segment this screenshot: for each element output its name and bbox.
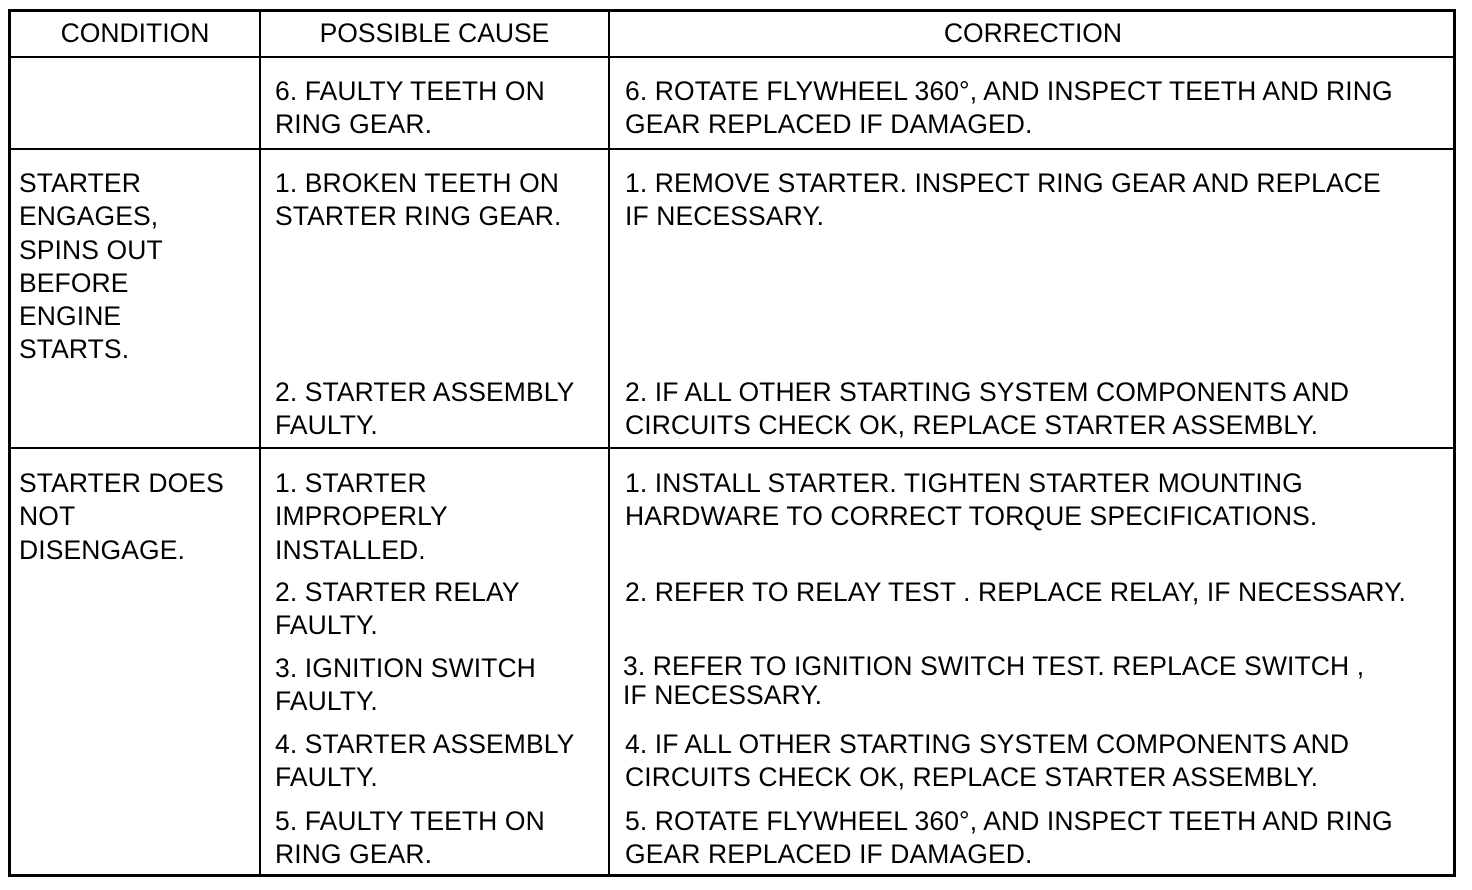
row-divider xyxy=(11,148,1453,150)
correction-cell: 1. INSTALL STARTER. TIGHTEN STARTER MOUNTING HARDWARE TO CORRECT TORQUE SPECIFICATIONS. xyxy=(625,468,1318,532)
possible-cause-cell: 2. STARTER ASSEMBLY FAULTY. xyxy=(275,377,575,441)
possible-cause-cell: 1. STARTER IMPROPERLY INSTALLED. xyxy=(275,468,448,565)
row-divider xyxy=(11,447,1453,449)
condition-cell: STARTER DOES NOT DISENGAGE. xyxy=(19,468,224,565)
possible-cause-cell: 5. FAULTY TEETH ON RING GEAR. xyxy=(275,806,545,870)
condition-cell: STARTER ENGAGES, SPINS OUT BEFORE ENGINE STARTS. xyxy=(19,168,163,365)
correction-cell: 3. REFER TO IGNITION SWITCH TEST. REPLACE SWITCH , IF NECESSARY. xyxy=(623,651,1365,710)
header-divider xyxy=(11,56,1453,58)
possible-cause-cell: 1. BROKEN TEETH ON STARTER RING GEAR. xyxy=(275,168,562,232)
correction-cell: 4. IF ALL OTHER STARTING SYSTEM COMPONENTS AND CIRCUITS CHECK OK, REPLACE STARTER ASSEMBLY. xyxy=(625,729,1350,793)
correction-cell: 2. IF ALL OTHER STARTING SYSTEM COMPONENTS AND CIRCUITS CHECK OK, REPLACE STARTER ASSEMBLY. xyxy=(625,377,1350,441)
possible-cause-cell: 2. STARTER RELAY FAULTY. xyxy=(275,577,520,641)
column-divider xyxy=(259,12,261,874)
possible-cause-cell: 4. STARTER ASSEMBLY FAULTY. xyxy=(275,729,575,793)
column-divider xyxy=(608,12,610,874)
header-possible-cause: POSSIBLE CAUSE xyxy=(319,18,550,48)
correction-cell: 6. ROTATE FLYWHEEL 360°, AND INSPECT TEETH AND RING GEAR REPLACED IF DAMAGED. xyxy=(625,76,1393,140)
possible-cause-cell: 3. IGNITION SWITCH FAULTY. xyxy=(275,653,536,717)
correction-cell: 5. ROTATE FLYWHEEL 360°, AND INSPECT TEETH AND RING GEAR REPLACED IF DAMAGED. xyxy=(625,806,1393,870)
header-condition: CONDITION xyxy=(60,18,210,48)
header-correction: CORRECTION xyxy=(943,18,1123,48)
correction-cell: 1. REMOVE STARTER. INSPECT RING GEAR AND REPLACE IF NECESSARY. xyxy=(625,168,1381,232)
diagnosis-table xyxy=(8,9,1456,877)
correction-cell: 2. REFER TO RELAY TEST . REPLACE RELAY, IF NECESSARY. xyxy=(625,577,1406,607)
possible-cause-cell: 6. FAULTY TEETH ON RING GEAR. xyxy=(275,76,545,140)
